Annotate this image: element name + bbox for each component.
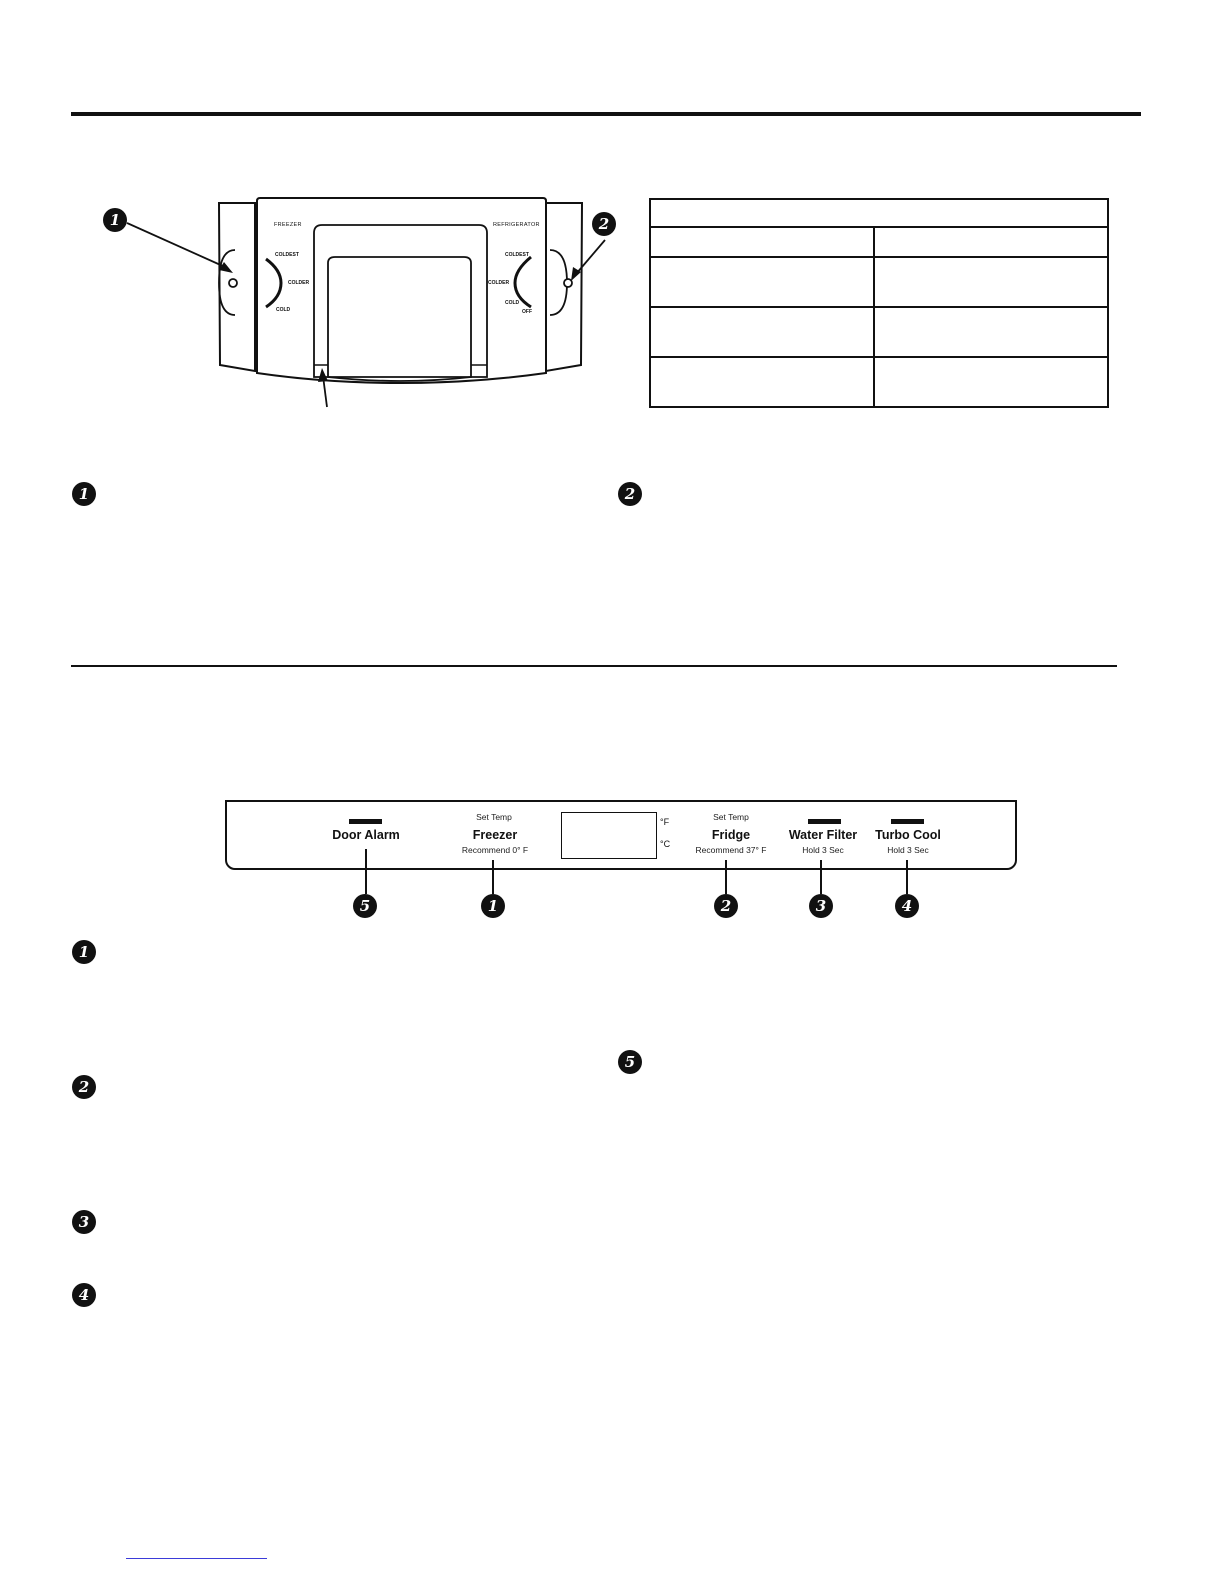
turbo-cool-button[interactable]: Turbo Cool bbox=[875, 828, 941, 842]
freezer-recommend-note: Recommend 0° F bbox=[461, 845, 529, 855]
table-header-divider bbox=[651, 226, 1107, 228]
fridge-cold-label: COLD bbox=[505, 300, 520, 306]
freezer-cold-label: COLD bbox=[276, 307, 291, 313]
callout-stem bbox=[906, 860, 908, 894]
table-row-divider bbox=[651, 256, 1107, 258]
freezer-set-temp-label: Set Temp bbox=[476, 812, 512, 822]
fridge-coldest-label: COLDEST bbox=[505, 252, 529, 258]
panel-callout-1: 1 bbox=[481, 894, 505, 918]
section-marker-4: 4 bbox=[72, 1283, 96, 1307]
table-column-divider bbox=[873, 228, 875, 406]
callout-stem bbox=[492, 860, 494, 894]
panel-callout-5: 5 bbox=[353, 894, 377, 918]
refrigerator-dial-label: REFRIGERATOR bbox=[493, 222, 540, 228]
section-marker-2: 2 bbox=[618, 482, 642, 506]
water-filter-button[interactable]: Water Filter bbox=[788, 828, 858, 842]
section-marker-1: 1 bbox=[72, 482, 96, 506]
freezer-dial-label: FREEZER bbox=[274, 222, 302, 228]
callout-badge-1: 1 bbox=[103, 208, 127, 232]
callout-stem bbox=[820, 860, 822, 894]
callout-stem bbox=[725, 860, 727, 894]
settings-table bbox=[649, 198, 1109, 408]
callout-badge-2: 2 bbox=[592, 212, 616, 236]
table-row-divider bbox=[651, 306, 1107, 308]
fridge-button[interactable]: Fridge bbox=[711, 828, 751, 842]
table-row-divider bbox=[651, 356, 1107, 358]
freezer-button[interactable]: Freezer bbox=[472, 828, 518, 842]
panel-callout-4: 4 bbox=[895, 894, 919, 918]
water-filter-hold-note: Hold 3 Sec bbox=[802, 845, 844, 855]
fridge-set-temp-label: Set Temp bbox=[713, 812, 749, 822]
panel-callout-2: 2 bbox=[714, 894, 738, 918]
section-rule bbox=[71, 665, 1117, 667]
temperature-display bbox=[561, 812, 657, 859]
door-alarm-indicator bbox=[349, 819, 382, 824]
header-rule bbox=[71, 112, 1141, 116]
water-filter-indicator bbox=[808, 819, 841, 824]
fridge-colder-label: COLDER bbox=[488, 280, 510, 286]
section-marker-1: 1 bbox=[72, 940, 96, 964]
fridge-off-label: OFF bbox=[522, 309, 532, 315]
turbo-cool-hold-note: Hold 3 Sec bbox=[887, 845, 929, 855]
turbo-cool-indicator bbox=[891, 819, 924, 824]
freezer-colder-label: COLDER bbox=[288, 280, 310, 286]
section-marker-3: 3 bbox=[72, 1210, 96, 1234]
fridge-recommend-note: Recommend 37° F bbox=[695, 845, 767, 855]
celsius-indicator: °C bbox=[660, 839, 671, 849]
fahrenheit-indicator: °F bbox=[660, 817, 670, 827]
door-alarm-button[interactable]: Door Alarm bbox=[332, 828, 400, 842]
panel-callout-3: 3 bbox=[809, 894, 833, 918]
callout-stem bbox=[365, 849, 367, 894]
freezer-coldest-label: COLDEST bbox=[275, 252, 299, 258]
footer-link-underline[interactable] bbox=[126, 1558, 267, 1559]
section-marker-5: 5 bbox=[618, 1050, 642, 1074]
section-marker-2: 2 bbox=[72, 1075, 96, 1099]
